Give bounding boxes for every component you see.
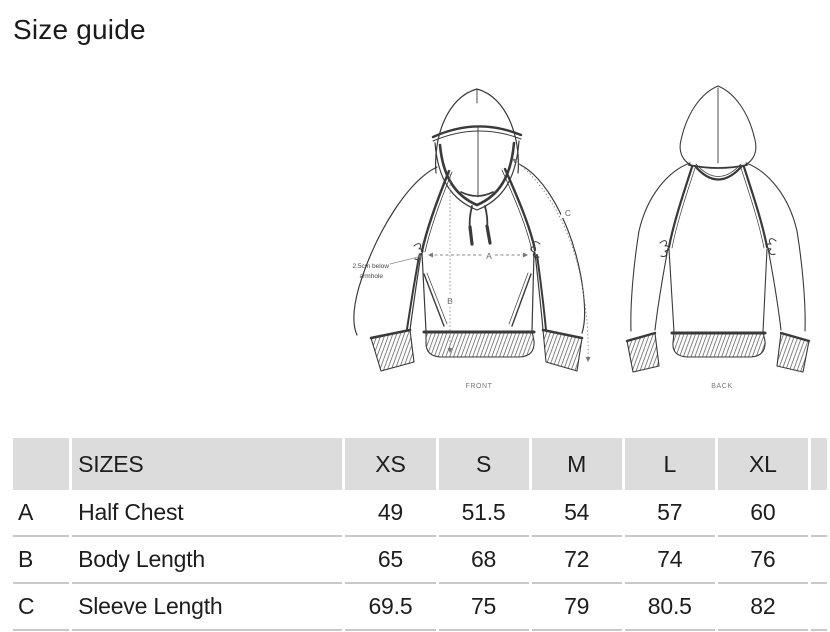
header-sizes: SIZES: [72, 438, 342, 490]
table-row-sleeve-length: [13, 584, 827, 631]
row-label: Body Length: [72, 537, 342, 584]
value-l: 74: [625, 537, 715, 584]
back-view-drawing: [627, 86, 809, 372]
header-size-xl: XL: [718, 438, 808, 490]
value-xs: 65: [345, 537, 435, 584]
front-view-drawing: [354, 89, 585, 371]
value-s: 75: [439, 584, 529, 631]
front-pocket: [424, 273, 531, 326]
front-drawstrings: [470, 206, 490, 244]
value-xs: 49: [345, 490, 435, 537]
front-hood-brim: [433, 126, 521, 137]
value-l: 57: [625, 490, 715, 537]
row-key: B: [13, 537, 69, 584]
value-xl: 60: [718, 490, 808, 537]
row-tail: [811, 490, 827, 537]
header-size-l: L: [625, 438, 715, 490]
size-table-header-row: [13, 438, 827, 490]
row-tail: [811, 537, 827, 584]
row-label: Half Chest: [72, 490, 342, 537]
value-xl: 76: [718, 537, 808, 584]
value-xl: 82: [718, 584, 808, 631]
header-size-m: M: [532, 438, 622, 490]
front-hem-band: [426, 331, 534, 357]
value-m: 72: [532, 537, 622, 584]
header-blank: [13, 438, 69, 490]
row-key: C: [13, 584, 69, 631]
front-view-label: FRONT: [465, 383, 493, 390]
value-s: 51.5: [439, 490, 529, 537]
value-s: 68: [439, 537, 529, 584]
armhole-annotation-line2: armhole: [359, 273, 383, 280]
row-key: A: [13, 490, 69, 537]
table-row-body-length: [13, 537, 827, 584]
back-view-label: BACK: [711, 383, 733, 390]
measure-a-label: A: [486, 251, 492, 261]
header-size-xs: XS: [345, 438, 435, 490]
value-l: 80.5: [625, 584, 715, 631]
value-m: 79: [532, 584, 622, 631]
hoodie-size-diagram: [330, 78, 830, 400]
measure-b-label: B: [447, 296, 453, 306]
header-tail: [811, 438, 827, 490]
header-size-s: S: [439, 438, 529, 490]
value-xs: 69.5: [345, 584, 435, 631]
page-title: Size guide: [13, 14, 146, 45]
back-hem-band: [673, 332, 765, 357]
measure-c-label: C: [564, 208, 572, 218]
row-tail: [811, 584, 827, 631]
row-label: Sleeve Length: [72, 584, 342, 631]
table-row-half-chest: [13, 490, 827, 537]
size-table: [10, 438, 830, 631]
armhole-annotation-line1: 2.5cm below: [352, 263, 389, 270]
value-m: 54: [532, 490, 622, 537]
